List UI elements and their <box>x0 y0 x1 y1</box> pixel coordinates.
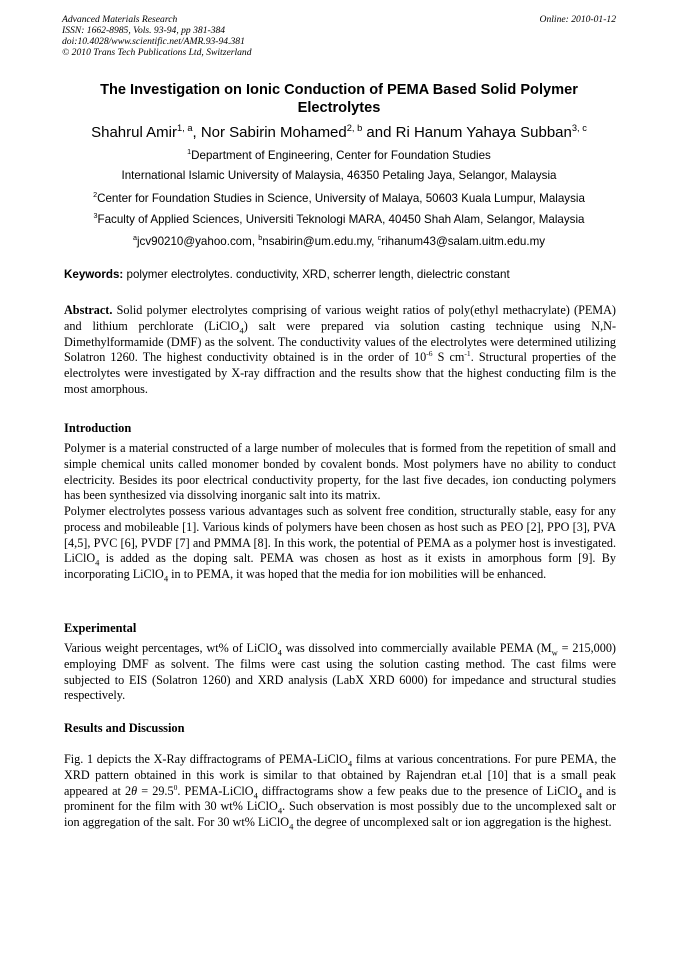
affiliation-text: Faculty of Applied Sciences, Universiti Teknologi MARA, 40450 Shah Alam, Selangor, Malaysia <box>97 213 585 226</box>
author-affiliation-mark: 2, b <box>346 123 363 133</box>
paragraph-text: is added as the doping salt. PEMA was chosen as host as it exists in amorphous form [9]. By incorporating LiClO <box>64 551 616 582</box>
journal-name: Advanced Materials Research <box>62 14 178 25</box>
subscript: 4 <box>163 573 169 584</box>
paragraph-text: in to PEMA, it was hoped that the media for ion mobilities will be enhanced. <box>168 567 547 582</box>
affiliation-2 <box>40 192 638 206</box>
paragraph-text: and is prominent for the film with 30 wt% LiClO <box>64 783 616 814</box>
subscript: 4 <box>277 805 283 816</box>
introduction-heading: Introduction <box>64 421 132 435</box>
keywords-label: Keywords: <box>64 268 124 281</box>
subscript: 4 <box>239 325 244 336</box>
doi-line: doi:10.4028/www.scientific.net/AMR.93-94.381 <box>62 36 245 47</box>
paragraph-text: = 29.5 <box>137 783 174 798</box>
subscript: 4 <box>289 821 294 832</box>
abstract-text: Solid polymer electrolytes comprising of various weight ratios of poly(ethyl methacrylate) (PEMA) and lithium perchlorate (LiClO <box>64 303 616 333</box>
paragraph-text: Polymer electrolytes possess various advantages such as solvent free condition, structurally stable, easy for any process and mobileable [1]. Various kinds of polymers have been chosen as host such as PEO [2], PPO [3], PVA [4,5], PVC [6], PVDF [7] and PMMA [8]. In this work, the potential of PEMA as a polymer host is investigated. LiClO <box>64 504 616 566</box>
affiliation-3 <box>40 213 638 227</box>
author-affiliation-mark: 3, c <box>571 123 587 133</box>
experimental-heading: Experimental <box>64 621 137 635</box>
paragraph-text: the degree of uncomplexed salt or ion aggregation is the highest. <box>293 815 612 830</box>
affiliation-1 <box>40 149 638 163</box>
subscript: 4 <box>577 790 583 801</box>
email-mark: c <box>377 233 382 243</box>
affiliation-text: Center for Foundation Studies in Science, University of Malaya, 50603 Kuala Lumpur, Malaysia <box>97 192 585 205</box>
affiliation-mark: 3 <box>93 211 98 221</box>
email-text: nsabirin@um.edu.my, <box>262 235 378 248</box>
paragraph-text: was dissolved into commercially available PEMA (M <box>281 641 552 655</box>
abstract-text: ) salt were prepared via solution casting technique using N,N-Dimethylformamide (DMF) as the solvent. The conductivity values of the electrolytes were determined utilizing Solatron 1260. The highest conductivity obtained is in the order of 10 <box>64 318 616 365</box>
paragraph-text: films at various concentrations. For pure PEMA, the XRD pattern obtained in this work is similar to that obtained by Rajendran et.al [10] that is a small peak appeared at 2 <box>64 752 616 798</box>
author-separator: , <box>192 124 201 141</box>
online-date: Online: 2010-01-12 <box>539 14 616 25</box>
author-name: Ri Hanum Yahaya Subban <box>395 124 572 141</box>
abstract-label: Abstract. <box>64 303 113 317</box>
subscript: 4 <box>95 557 100 568</box>
paragraph-text: . PEMA-LiClO <box>177 783 254 798</box>
author-separator: and <box>362 124 396 141</box>
author-emails <box>40 235 638 249</box>
journal-header <box>62 14 616 58</box>
superscript: -1 <box>464 349 471 359</box>
email-mark: b <box>258 233 263 243</box>
copyright-line: © 2010 Trans Tech Publications Ltd, Switzerland <box>62 47 252 58</box>
issn-line: ISSN: 1662-8985, Vols. 93-94, pp 381-384 <box>62 25 226 36</box>
experimental-paragraph <box>64 641 616 704</box>
keywords-text: polymer electrolytes. conductivity, XRD, scherrer length, dielectric constant <box>123 268 510 281</box>
paragraph-text: . Such observation is most possibly due to the uncomplexed salt or ion aggregation of the salt. For 30 wt% LiClO <box>64 799 616 830</box>
abstract-text: . Structural properties of the electrolytes were investigated by X-ray diffraction and the results show that the highest conducting film is the most amorphous. <box>64 350 616 396</box>
email-text: rihanum43@salam.uitm.edu.my <box>381 235 546 248</box>
paragraph-text: Various weight percentages, wt% of LiClO <box>64 641 278 655</box>
theta-symbol: θ <box>131 783 138 798</box>
subscript: 4 <box>253 790 258 801</box>
superscript: 0 <box>173 782 178 792</box>
paragraph-text: diffractograms show a few peaks due to the presence of LiClO <box>257 783 578 798</box>
author-affiliation-mark: 1, a <box>176 123 193 133</box>
introduction-paragraph-1: Polymer is a material constructed of a large number of molecules that is formed from the repetition of small and simple chemical units called monomer bonded by covalent bonds. Most polymers have no ability to conduct electricity. Besides its poor electrical conductivity property, for the last five decades, ion conducting polymers has been synthesized via dissolving inorganic salt into its matrix. <box>64 441 616 503</box>
affiliation-text: Department of Engineering, Center for Foundation Studies <box>191 149 491 162</box>
subscript: 4 <box>277 647 282 658</box>
abstract-text: S cm <box>432 350 465 365</box>
subscript: 4 <box>347 758 353 769</box>
affiliation-mark: 1 <box>187 147 192 157</box>
results-paragraph <box>64 752 616 831</box>
email-mark: a <box>132 233 137 243</box>
author-name: Shahrul Amir <box>91 124 177 141</box>
keywords-line <box>64 268 616 282</box>
results-heading: Results and Discussion <box>64 721 185 735</box>
affiliation-1-address: International Islamic University of Malaysia, 46350 Petaling Jaya, Selangor, Malaysia <box>121 169 557 182</box>
subscript: w <box>551 647 558 658</box>
abstract-paragraph <box>64 303 616 398</box>
email-text: jcv90210@yahoo.com, <box>136 235 259 248</box>
paragraph-text: = 215,000) employing DMF as solvent. The films were cast using the solution casting method. The cast films were subjected to EIS (Solatron 1260) and XRD analysis (LabX XRD 6000) for impedance and structural studies respectively. <box>64 641 616 703</box>
affiliation-mark: 2 <box>93 190 98 200</box>
introduction-paragraph-2 <box>64 504 616 583</box>
author-name: Nor Sabirin Mohamed <box>200 124 347 141</box>
paragraph-text: Fig. 1 depicts the X-Ray diffractograms of PEMA-LiClO <box>64 752 348 766</box>
paper-title: The Investigation on Ionic Conduction of PEMA Based Solid Polymer Electrolytes <box>100 82 578 116</box>
superscript: -6 <box>426 349 433 359</box>
author-list <box>62 123 616 143</box>
